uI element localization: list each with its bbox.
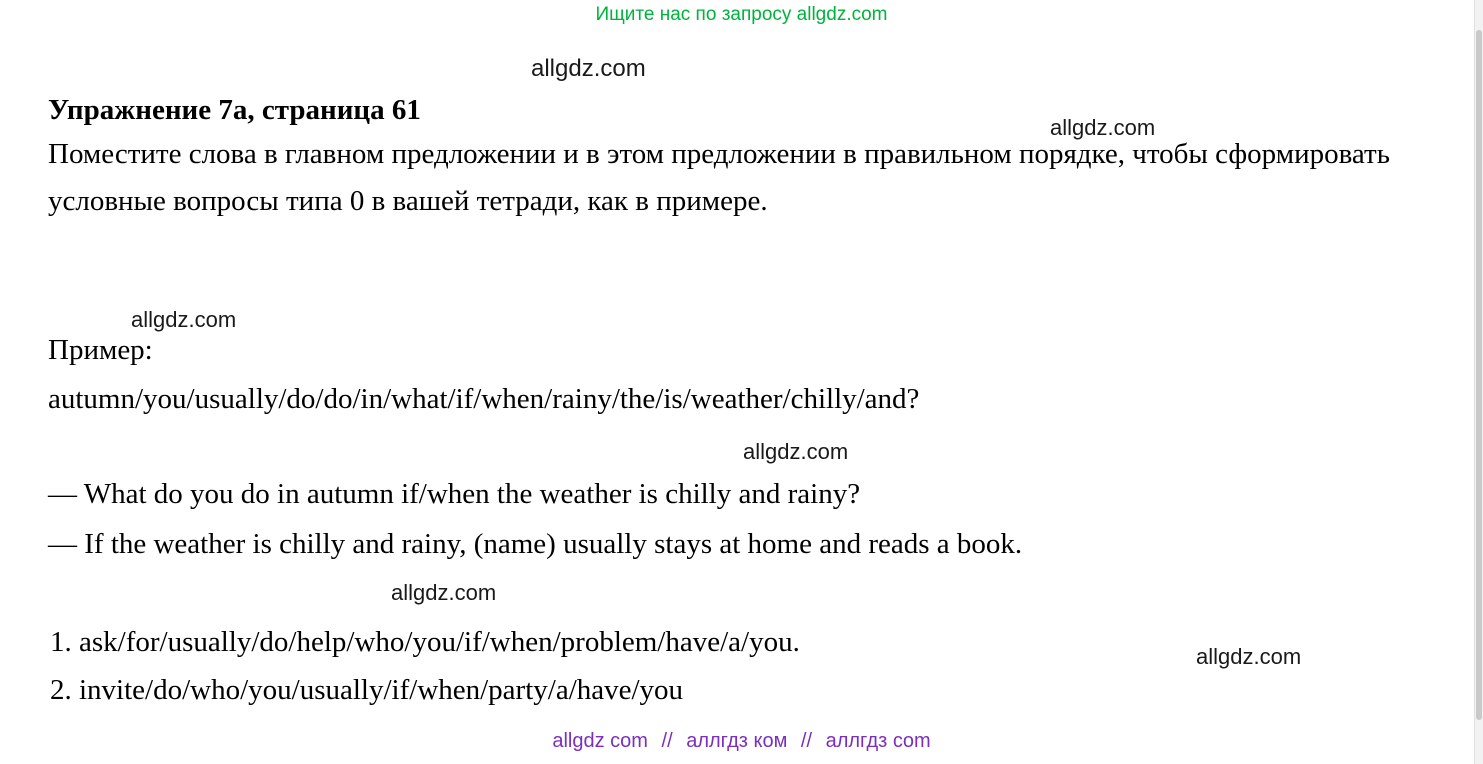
exercise-item-2: 2. invite/do/who/you/usually/if/when/party/a/have/you [50, 674, 684, 706]
footer-part-1: allgdz com [552, 730, 648, 752]
page-scrollbar-track[interactable] [1474, 0, 1483, 764]
watermark: allgdz.com [1196, 644, 1302, 669]
page-title: Упражнение 7a, страница 61 [48, 94, 421, 126]
footer-separator-1: // [661, 730, 673, 752]
search-prompt-banner: Ищите нас по запросу allgdz.com [595, 4, 888, 25]
example-scrambled-words: autumn/you/usually/do/do/in/what/if/when/rainy/the/is/weather/chilly/and? [48, 383, 920, 415]
watermark: allgdz.com [1050, 115, 1156, 140]
exercise-item-1: 1. ask/for/usually/do/help/who/you/if/when/problem/have/a/you. [50, 626, 800, 658]
example-answer-question: — What do you do in autumn if/when the weather is chilly and rainy? [48, 478, 861, 510]
watermark: allgdz.com [743, 439, 849, 464]
watermark: allgdz.com [531, 55, 646, 82]
task-instruction: Поместите слова в главном предложении и в этом предложении в правильном порядке, чтобы сформировать условные вопросы типа 0 в вашей тетради, как в примере. [48, 138, 1390, 217]
page-scrollbar-thumb[interactable] [1476, 30, 1482, 720]
footer-part-2: аллгдз ком [686, 730, 788, 752]
site-footer [0, 730, 1483, 753]
example-answer-response: — If the weather is chilly and rainy, (name) usually stays at home and reads a book. [48, 528, 1023, 560]
watermark: allgdz.com [391, 580, 497, 605]
document-body [48, 96, 1458, 225]
watermark: allgdz.com [131, 307, 237, 332]
footer-part-3: аллгдз com [825, 730, 931, 752]
example-label: Пример: [48, 334, 153, 366]
footer-separator-2: // [800, 730, 813, 752]
